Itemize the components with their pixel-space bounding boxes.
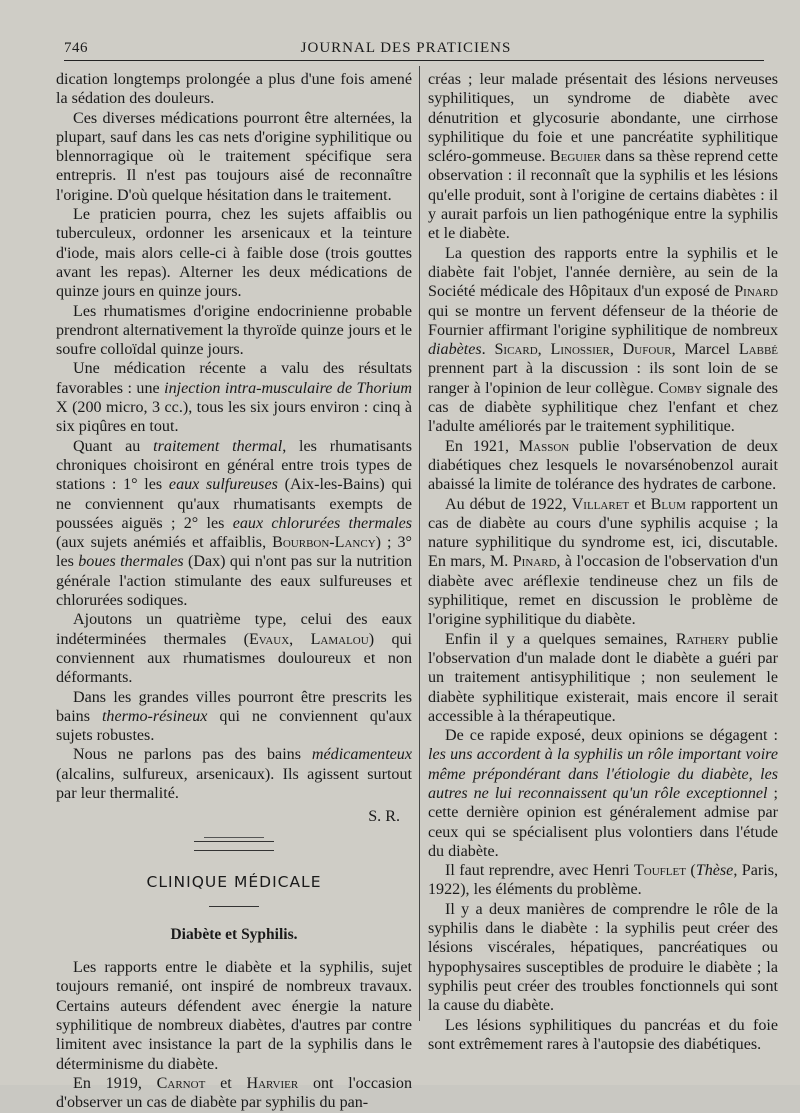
paragraph: Une médication récente a valu des résultats favorables : une injection intra-musculaire de Thorium X (200 micro, 3 cc.), tous les six jours environ : cinq à six piqûres en tout. [56,360,412,436]
paragraph: Au début de 1922, Villaret et Blum rapportent un cas de diabète au cours d'une syphilis acquise ; la nature syphilitique du syndrome est, ici, discutable. En mars, M. Pinard, à l'occasion de l'observation d'un diabète avec aréflexie tendineuse chez un fils de syphilitique, remet en discussion le problème de l'origine syphilitique du diabète. [428,495,779,629]
section-title: CLINIQUE MÉDICALE [146,872,322,891]
author-signature: S. R. [368,808,400,826]
paragraph: dication longtemps prolongée a plus d'une fois amené la sédation des douleurs. [56,71,412,108]
paragraph: Enfin il y a quelques semaines, Rathery publie l'observation d'un malade dont le diabète a guéri par un traitement antisyphilitique ; non seulement le diabète syphilitique existerait, mais encore il serait accessible à la thérapeutique. [428,630,779,725]
paragraph: La question des rapports entre la syphilis et le diabète fait l'objet, l'année dernière, au sein de la Société médicale des Hôpitaux d'un exposé de Pinard qui se montre un fervent défenseur de la théorie de Fournier affirmant l'origine syphilitique de nombreux diabètes. Sicard, Linossier, Dufour, Marcel Labbé prennent part à la discussion : ils sont loin de se ranger à l'opinion de leur collègue. Comby signale des cas de diabète syphilitique chez l'enfant et chez l'adulte améliorés par le traitement syphilitique. [428,244,778,436]
column-divider [419,66,420,1021]
journal-title: JOURNAL DES PRATICIENS [300,40,512,56]
paragraph: Quant au traitement thermal, les rhumatisants chroniques choisiront en général entre trois types de stations : 1° les eaux sulfureuses (Aix-les-Bains) qui ne conviennent qu'aux rhumatisants exempts de poussées aiguës ; 2° les eaux chlorurées thermales (aux sujets anémiés et affaiblis, Bourbon-Lancy) ; 3° les boues thermales (Dax) qui n'ont pas sur la nutrition générale l'action stimulante des eaux sulfureuses et chlorurées sodiques. [56,437,412,610]
paragraph: Dans les grandes villes pourront être prescrits les bains thermo-résineux qui ne conviennent qu'aux sujets robustes. [56,688,412,745]
paragraph: Les rhumatismes d'origine endocrinienne probable prendront alternativement la thyroïde quinze jours et le soufre colloïdal quinze jours. [56,302,412,359]
right-column [428,70,778,1054]
paragraph: Ajoutons un quatrième type, celui des eaux indéterminées thermales (Evaux, Lamalou) qui conviennent aux rhumatismes douloureux et non déformants. [56,611,413,687]
paragraph: En 1919, Carnot et Harvier ont l'occasion d'observer un cas de diabète par syphilis du pan- [56,1074,412,1112]
header-rule [64,60,764,61]
page-number: 746 [64,40,88,56]
paragraph: créas ; leur malade présentait des lésions nerveuses syphilitiques, un syndrome de diabète avec dénutrition et glycosurie abondante, une cirrhose syphilitique du foie et une pancréatite syphilitique scléro-gommeuse. Beguier dans sa thèse reprend cette observation : il reconnaît que la syphilis et les lésions qu'elle produit, sont à l'origine de certains diabètes : il y aurait parfois un lien pathogénique entre la syphilis et le diabète. [428,71,779,243]
paragraph: De ce rapide exposé, deux opinions se dégagent : les uns accordent à la syphilis un rôle important voire même prépondérant dans l'étiologie du diabète, les autres ne lui reconnaissent qu'un rôle exceptionnel ; cette dernière opinion est généralement admise par ceux qui se spécialisent plus volontiers dans l'étude du diabète. [428,727,778,860]
paragraph: Ces diverses médications pourront être alternées, la plupart, sauf dans les cas nets d'origine syphilitique ou blennorragique où le traitement spécifique sera entrepris. Il n'est pas toujours aisé de reconnaître l'origine. D'où quelque hésitation dans le traitement. [56,109,412,204]
paragraph: Les rapports entre le diabète et la syphilis, sujet toujours remanié, ont inspiré de nombreux travaux. Certains auteurs défendent avec énergie la nature syphilitique de nombreux diabètes, d'autres par contre limitent avec insistance la part de la syphilis dans le déterminisme du diabète. [56,959,412,1073]
paragraph: Il y a deux manières de comprendre le rôle de la syphilis dans le diabète : la syphilis peut créer des lésions viscérales, hépatiques, pancréatiques ou hypophysaires susceptibles de produire le diabète ; la syphilis peut créer des troubles fonctionnels qui sont la cause du diabète. [428,900,778,1015]
left-column [56,70,412,1113]
section-ornament [194,841,274,851]
page-header [64,36,748,60]
paragraph: Nous ne parlons pas des bains médicamenteux (alcalins, sulfureux, arsenicaux). Ils agissent surtout par leur thermalité. [56,746,412,802]
paragraph: Les lésions syphilitiques du pancréas et du foie sont extrêmement rares à l'autopsie des diabétiques. [428,1016,778,1053]
paragraph: En 1921, Masson publie l'observation de deux diabétiques chez lesquels le novarsénobenzol aurait abaissé la limite de tolérance des hydrates de carbone. [428,437,778,494]
paragraph: Il faut reprendre, avec Henri Touflet (Thèse, Paris, 1922), les éléments du problème. [428,862,779,899]
section-rule [209,906,259,907]
paragraph: Le praticien pourra, chez les sujets affaiblis ou tuberculeux, ordonner les arsenicaux et la teinture d'iode, mais alors celle-ci à faible dose (trois gouttes avant les repas). Alterner les deux médications de quinze jours en quinze jours. [56,206,412,301]
article-title: Diabète et Syphilis. [170,925,298,943]
